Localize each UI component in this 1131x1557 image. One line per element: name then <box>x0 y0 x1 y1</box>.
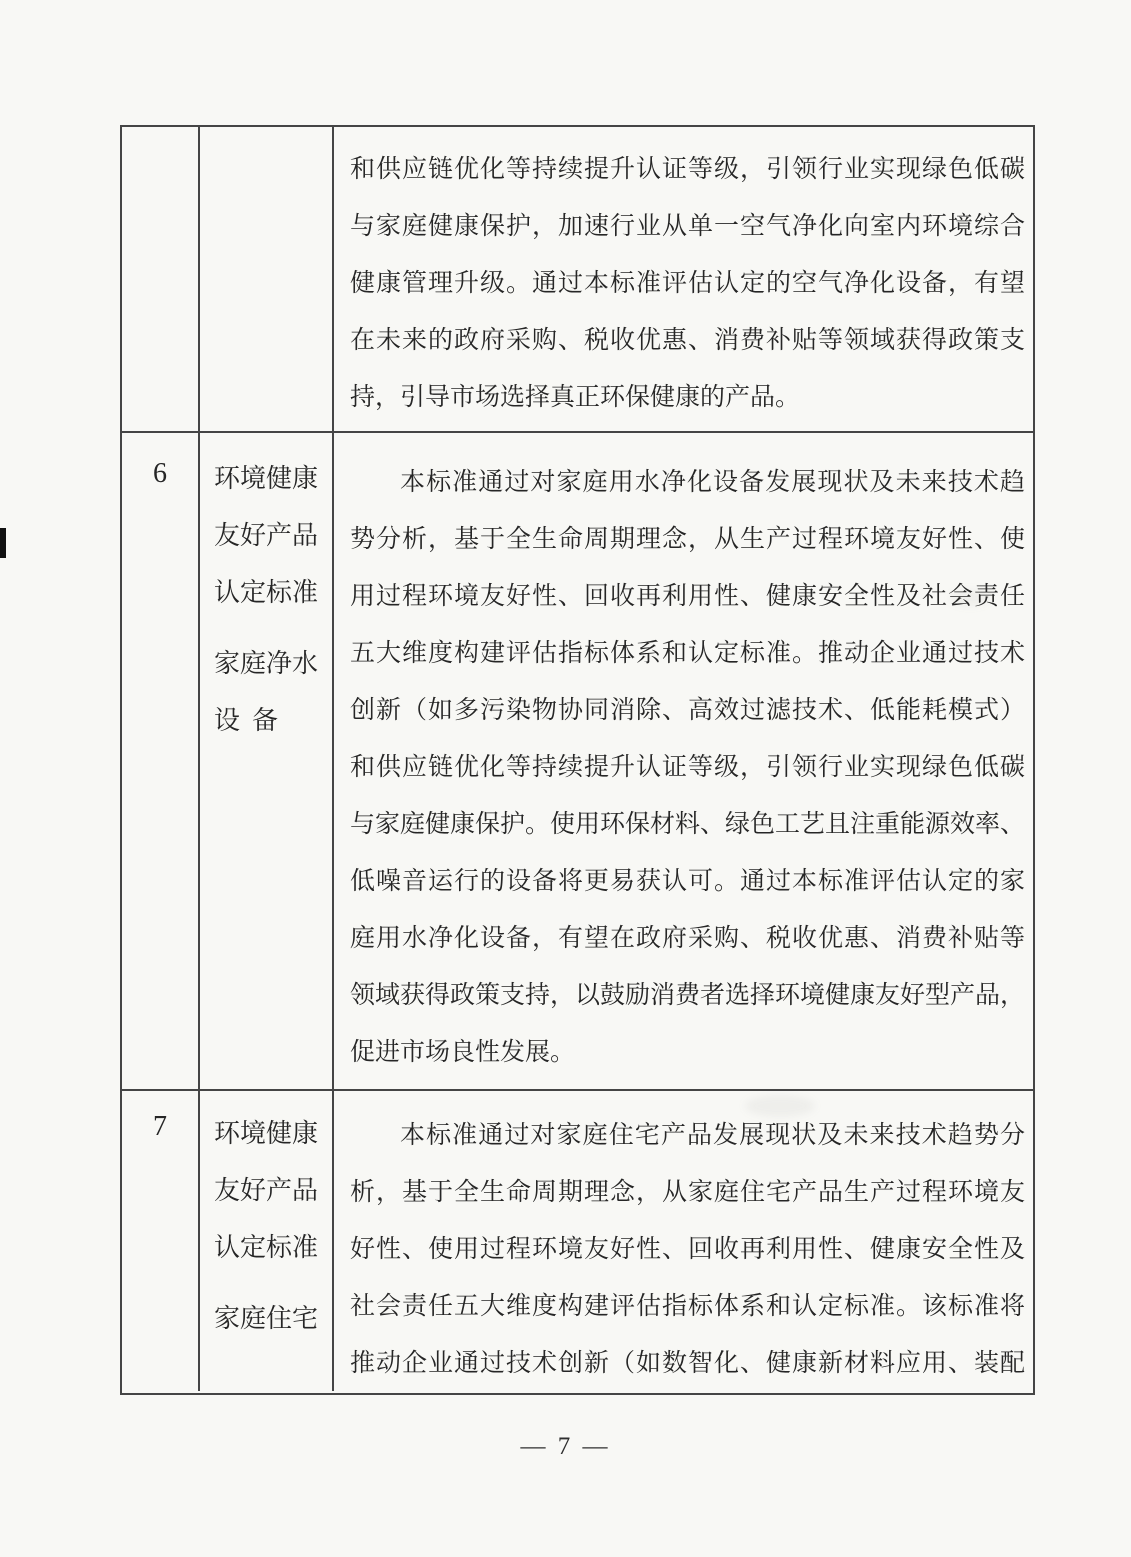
content-line: 推动企业通过技术创新（如数智化、健康新材料应用、装配 <box>350 1350 1025 1377</box>
row-content-cell <box>334 1091 1033 1391</box>
title-line: 环境健康 <box>214 464 319 493</box>
row-number-cell <box>122 127 200 431</box>
title-line: 认定标准 <box>214 578 319 607</box>
row-content-cell <box>334 127 1033 431</box>
content-line: 领域获得政策支持，以鼓励消费者选择环境健康友好型产品， <box>350 982 1026 1009</box>
table-row-continuation <box>122 127 1033 431</box>
row-title-cell <box>200 127 334 431</box>
content-line: 和供应链优化等持续提升认证等级，引领行业实现绿色低碳 <box>350 754 1025 781</box>
title-line: 环境健康 <box>214 1119 319 1148</box>
row-title-cell <box>200 1091 334 1391</box>
content-line: 促进市场良性发展。 <box>350 1039 576 1066</box>
title-line: 设备 <box>214 706 291 735</box>
row-number-cell: 7 <box>122 1091 200 1391</box>
content-line: 在未来的政府采购、税收优惠、消费补贴等领域获得政策支 <box>350 327 1025 354</box>
title-line: 友好产品 <box>214 1176 319 1205</box>
content-line: 好性、使用过程环境友好性、回收再利用性、健康安全性及 <box>350 1236 1025 1263</box>
table-row-6 <box>122 431 1033 1089</box>
content-line: 五大维度构建评估指标体系和认定标准。推动企业通过技术 <box>350 640 1025 667</box>
content-line: 本标准通过对家庭用水净化设备发展现状及未来技术趋 <box>400 469 1025 496</box>
content-line: 势分析，基于全生命周期理念，从生产过程环境友好性、使 <box>350 526 1025 553</box>
content-line: 健康管理升级。通过本标准评估认定的空气净化设备，有望 <box>350 270 1025 297</box>
content-line: 和供应链优化等持续提升认证等级，引领行业实现绿色低碳 <box>350 156 1025 183</box>
content-line: 创新（如多污染物协同消除、高效过滤技术、低能耗模式） <box>350 697 1025 724</box>
content-line: 用过程环境友好性、回收再利用性、健康安全性及社会责任 <box>350 583 1025 610</box>
standards-table <box>120 125 1035 1395</box>
row-content-cell <box>334 433 1033 1089</box>
content-line: 析，基于全生命周期理念，从家庭住宅产品生产过程环境友 <box>350 1179 1025 1206</box>
content-line: 庭用水净化设备，有望在政府采购、税收优惠、消费补贴等 <box>350 925 1025 952</box>
content-line: 本标准通过对家庭住宅产品发展现状及未来技术趋势分 <box>400 1122 1025 1149</box>
content-line: 与家庭健康保护。使用环保材料、绿色工艺且注重能源效率、 <box>350 811 1026 838</box>
row-title-cell <box>200 433 334 1089</box>
content-line: 与家庭健康保护，加速行业从单一空气净化向室内环境综合 <box>350 213 1025 240</box>
content-line: 社会责任五大维度构建评估指标体系和认定标准。该标准将 <box>350 1293 1025 1320</box>
title-line: 家庭净水 <box>214 649 319 678</box>
title-line: 家庭住宅 <box>214 1304 319 1333</box>
row-number-cell: 6 <box>122 433 200 1089</box>
table-row-7 <box>122 1089 1033 1391</box>
title-line: 友好产品 <box>214 521 319 550</box>
title-line: 认定标准 <box>214 1233 319 1262</box>
content-line: 低噪音运行的设备将更易获认可。通过本标准评估认定的家 <box>350 868 1025 895</box>
scan-artifact <box>0 528 6 558</box>
content-line: 持，引导市场选择真正环保健康的产品。 <box>350 384 801 411</box>
page-number: — 7 — <box>520 1433 611 1460</box>
